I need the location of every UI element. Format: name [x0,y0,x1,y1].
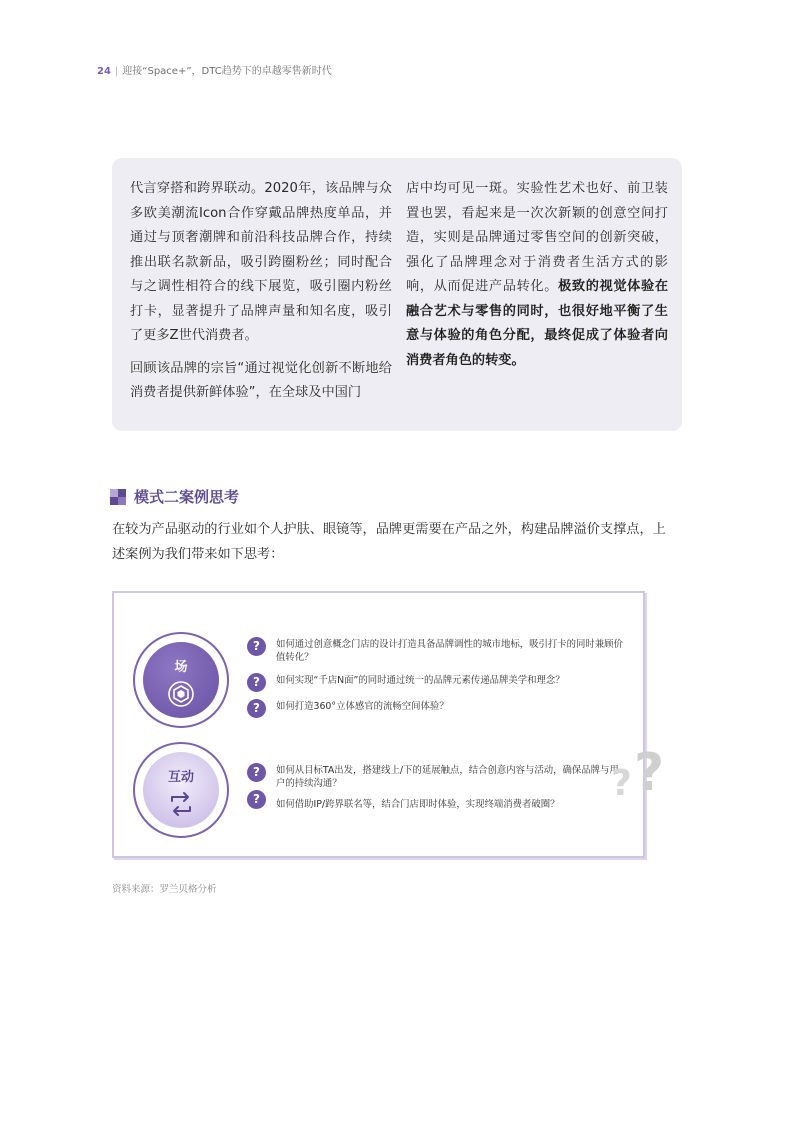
quote-bold-text: 极致的视觉体验在融合艺术与零售的同时，也很好地平衡了生意与体验的角色分配，最终促成了体验者向消费者角色的转变。 [406,279,669,368]
question-item [247,790,626,811]
section-intro: 在较为产品驱动的行业如个人护肤、眼镜等，品牌更需要在产品之外，构建品牌溢价支撑点，上述案例为我们带来如下思考： [112,522,666,562]
decorative-question-mark-icon: ? [611,763,632,804]
question-mark-icon: ? [247,673,266,692]
scene-circle [133,632,229,728]
page-header [97,62,332,77]
question-text: 如何通过创意概念门店的设计打造具备品牌调性的城市地标，吸引打卡的同时兼顾价值转化？ [276,639,623,663]
circle-label: 场 [174,660,188,675]
page-number: 24 [97,66,111,77]
question-item [247,699,626,718]
question-text: 如何实现“千店N面”的同时通过统一的品牌元素传递品牌美学和理念？ [276,675,565,686]
question-text: 如何借助IP/跨界联名等，结合门店即时体验，实现终端消费者破圈？ [276,799,560,810]
circle-label: 互动 [167,770,194,785]
header-separator: | [114,66,119,77]
decorative-question-mark-icon: ? [634,743,665,803]
thinking-diagram [112,591,665,858]
exchange-icon [167,790,195,818]
quote-left-column [130,177,392,414]
source-note: 资料来源：罗兰贝格分析 [112,884,217,895]
section-square-icon [110,489,126,505]
interaction-circle [133,742,229,838]
header-title: 迎接“Space+”，DTC趋势下的卓越零售新时代 [122,66,332,77]
question-mark-icon: ? [247,763,266,782]
quote-plain-text: 店中均可见一斑。实验性艺术也好、前卫装置也罢，看起来是一次次新颖的创意空间打造，实则是品牌通过零售空间的创新突破，强化了品牌理念对于消费者生活方式的影响，从而促进产品转化。 [406,181,668,294]
quote-paragraph [406,177,668,373]
question-mark-icon: ? [247,637,266,656]
question-item [247,673,626,692]
quote-paragraph: 代言穿搭和跨界联动。2020年，该品牌与众多欧美潮流Icon合作穿戴品牌热度单品，并通过与顶奢潮牌和前沿科技品牌合作，持续推出联名款新品，吸引跨圈粉丝；同时配合与之调性相符合的线下展览，吸引圈内粉丝打卡，显著提升了品牌声量和知名度，吸引了更多Z世代消费者。 [130,181,392,343]
quote-right-column [406,177,668,381]
question-item [247,763,621,790]
question-text: 如何打造360°立体感官的流畅空间体验？ [276,701,449,712]
question-mark-icon: ? [247,699,266,718]
gem-icon [167,680,195,708]
question-item [247,637,626,664]
question-text: 如何从目标TA出发，搭建线上/下的延展触点，结合创意内容与活动，确保品牌与用户的持续沟通？ [276,765,619,789]
section-heading [110,486,239,507]
case-quote-box [112,158,682,431]
quote-paragraph: 回顾该品牌的宗旨“通过视觉化创新不断地给消费者提供新鲜体验”，在全球及中国门 [130,360,392,400]
question-mark-icon: ? [247,790,266,809]
section-title: 模式二案例思考 [134,488,240,506]
